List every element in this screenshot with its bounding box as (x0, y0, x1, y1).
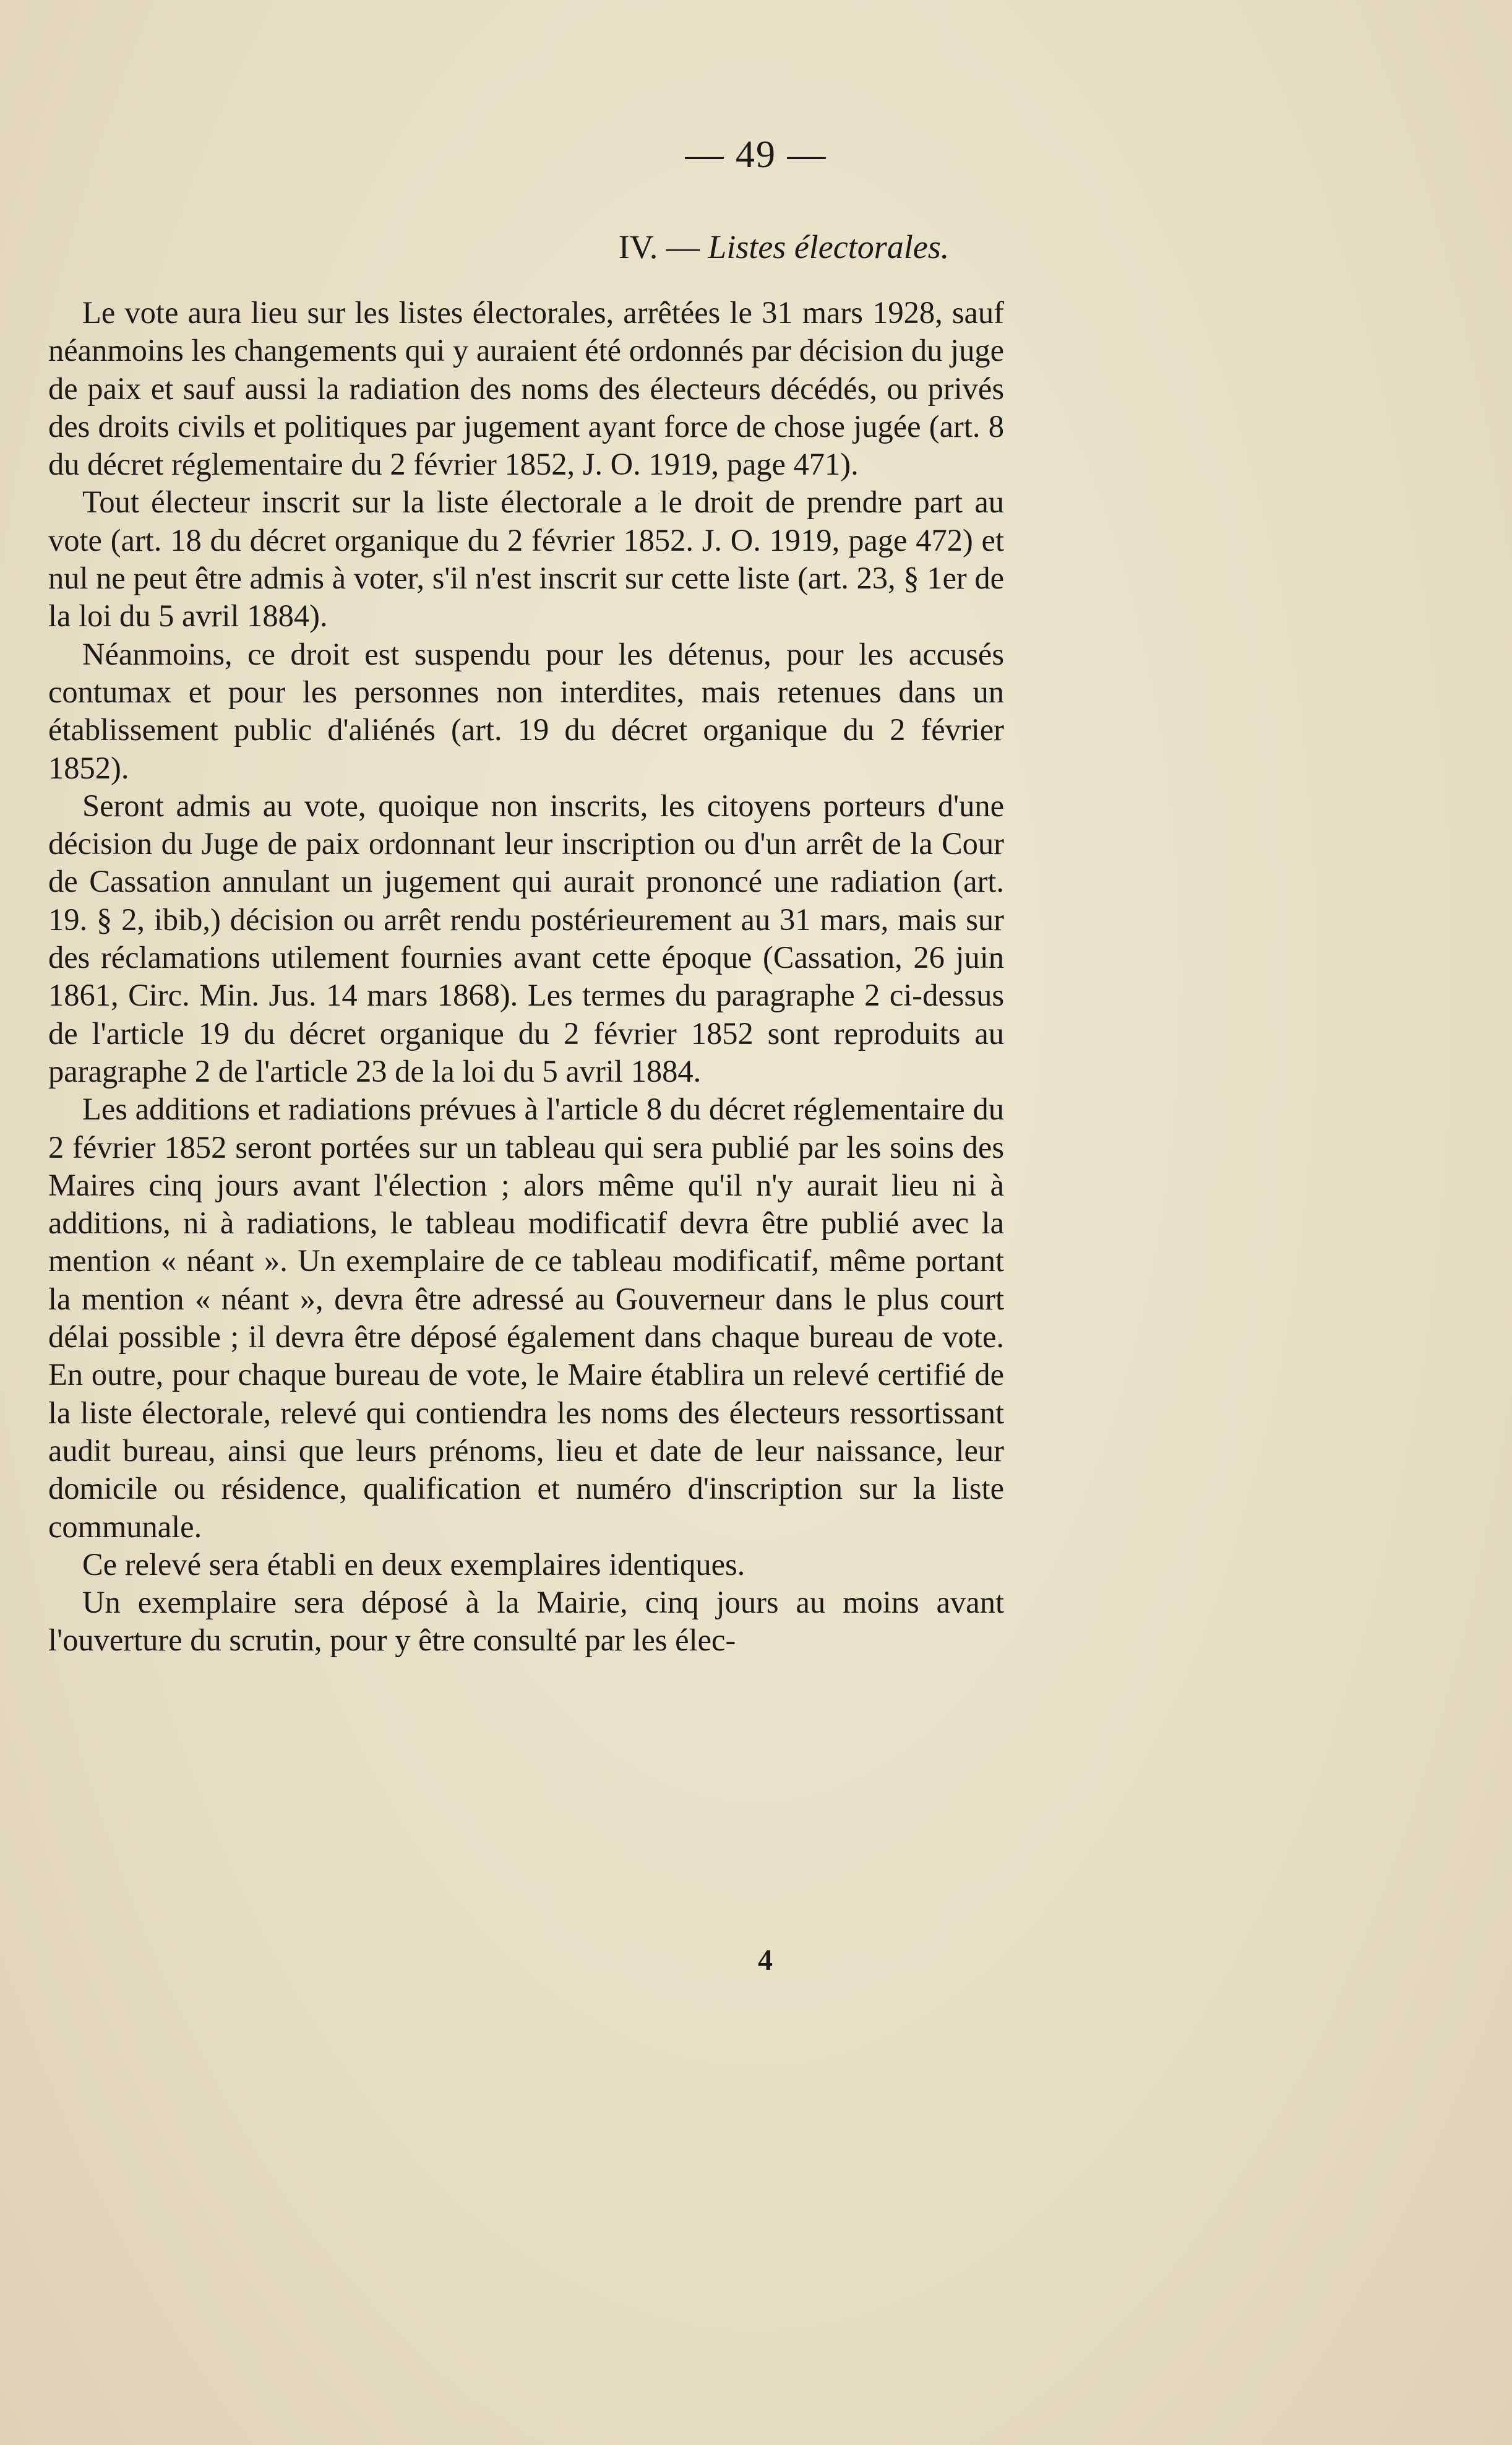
page-number: — 49 — (685, 134, 827, 176)
paragraph-5: Les additions et radiations prévues à l'article 8 du décret réglementaire du 2 février 1852 seront portées sur un tableau qui sera publié par les soins des Maires cinq jours avant l'élection ; alors même qu'il n'y aurait lieu ni à additions, ni à radiations, le tableau modificatif devra être publié avec la mention « néant ». Un exemplaire de ce tableau modificatif, même portant la mention « néant », devra être adressé au Gouverneur dans le plus court délai possible ; il devra être déposé également dans chaque bureau de vote. En outre, pour chaque bureau de vote, le Maire établira un relevé certifié de la liste électorale, relevé qui contiendra les noms des électeurs ressortissant audit bureau, ainsi que leurs prénoms, lieu et date de leur naissance, leur domicile ou résidence, qualification et numéro d'inscription sur la liste communale. (48, 1092, 1004, 1544)
paragraph-7: Un exemplaire sera déposé à la Mairie, cinq jours au moins avant l'ouverture du scrutin, pour y être consulté par les élec- (48, 1585, 1004, 1658)
paragraph-2: Tout électeur inscrit sur la liste électorale a le droit de prendre part au vote (art. 18 du décret organique du 2 février 1852. J. O. 1919, page 472) et nul ne peut être admis à voter, s'il n'est inscrit sur cette liste (art. 23, § 1er de la loi du 5 avril 1884). (48, 485, 1004, 634)
paragraph-4: Seront admis au vote, quoique non inscrits, les citoyens porteurs d'une décision du Juge de paix ordonnant leur inscription ou d'un arrêt de la Cour de Cassation annulant un jugement qui aurait prononcé une radiation (art. 19. § 2, ibib,) décision ou arrêt rendu postérieurement au 31 mars, mais sur des réclamations utilement fournies avant cette époque (Cassation, 26 juin 1861, Circ. Min. Jus. 14 mars 1868). Les termes du paragraphe 2 ci-dessus de l'article 19 du décret organique du 2 février 1852 sont reproduits au paragraphe 2 de l'article 23 de la loi du 5 avril 1884. (48, 788, 1004, 1089)
body-text (48, 294, 1004, 1660)
section-title: Listes électorales. (708, 228, 950, 265)
paragraph-6: Ce relevé sera établi en deux exemplaires identiques. (82, 1546, 745, 1582)
section-number: IV. (618, 228, 658, 265)
section-dash: — (666, 228, 700, 265)
section-heading (0, 228, 1512, 266)
signature-mark: 4 (758, 1944, 773, 1977)
paragraph-3: Néanmoins, ce droit est suspendu pour les détenus, pour les accusés contumax et pour les personnes non interdites, mais retenues dans un établissement public d'aliénés (art. 19 du décret organique du 2 février 1852). (48, 636, 1004, 785)
paragraph-1: Le vote aura lieu sur les listes électorales, arrêtées le 31 mars 1928, sauf néanmoins les changements qui y auraient été ordonnés par décision du juge de paix et sauf aussi la radiation des noms des électeurs décédés, ou privés des droits civils et politiques par jugement ayant force de chose jugée (art. 8 du décret réglementaire du 2 février 1852, J. O. 1919, page 471). (48, 295, 1004, 482)
